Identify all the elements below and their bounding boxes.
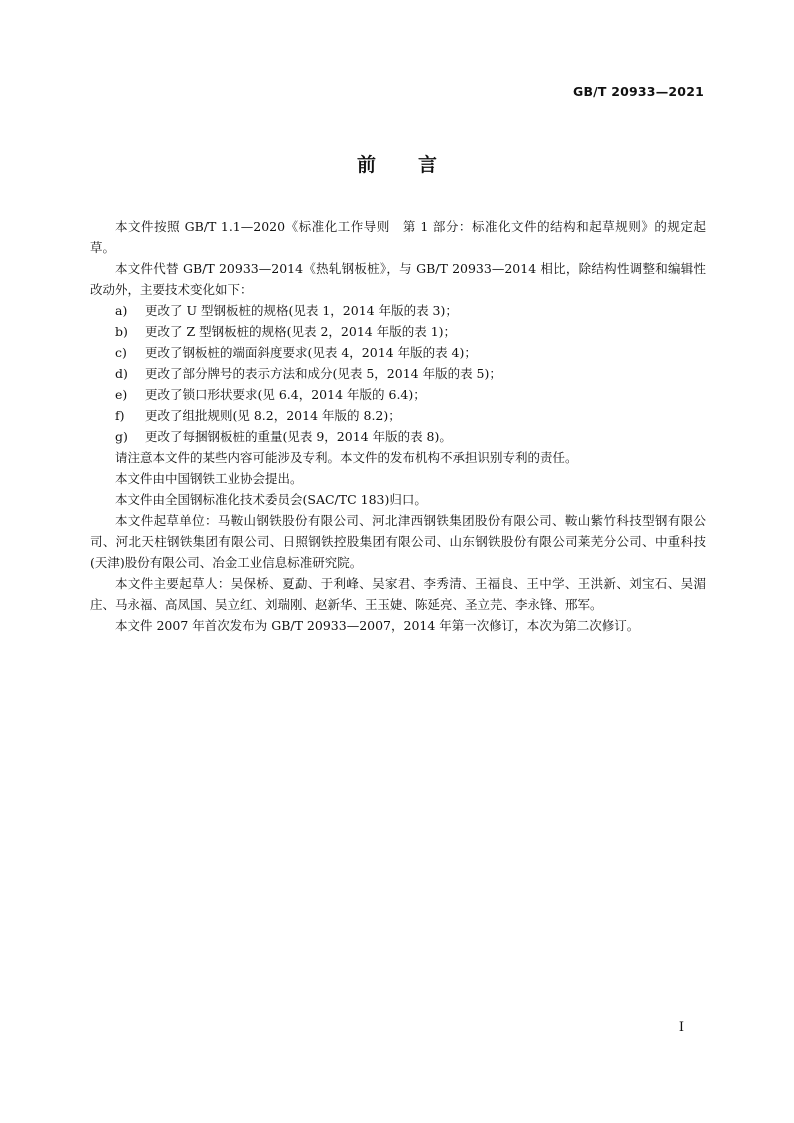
list-marker: g) (115, 429, 128, 444)
list-marker: c) (115, 345, 127, 360)
page-title (0, 150, 794, 177)
list-marker: b) (115, 324, 128, 339)
page-number: I (678, 1020, 684, 1035)
document-body (90, 216, 706, 636)
list-item (90, 363, 706, 384)
list-marker: f) (115, 408, 125, 423)
list-item (90, 300, 706, 321)
paragraph: 本文件由中国钢铁工业协会提出。 (115, 471, 303, 486)
list-item (90, 342, 706, 363)
list-item-text: 更改了 U 型钢板桩的规格(见表 1，2014 年版的表 3)； (145, 303, 458, 318)
list-item-text: 更改了钢板桩的端面斜度要求(见表 4，2014 年版的表 4)； (145, 345, 477, 360)
paragraph: 请注意本文件的某些内容可能涉及专利。本文件的发布机构不承担识别专利的责任。 (115, 450, 578, 465)
paragraph: 本文件 2007 年首次发布为 GB/T 20933—2007，2014 年第一次修订，本次为第二次修订。 (115, 618, 640, 633)
list-marker: d) (115, 366, 128, 381)
list-item (90, 321, 706, 342)
list-item-text: 更改了部分牌号的表示方法和成分(见表 5，2014 年版的表 5)； (145, 366, 502, 381)
paragraph: 本文件由全国钢标准化技术委员会(SAC/TC 183)归口。 (115, 492, 427, 507)
list-item (90, 426, 706, 447)
paragraph: 本文件主要起草人：吴保桥、夏勐、于利峰、吴家君、李秀清、王福良、王中学、王洪新、刘宝石、吴湄庄、马永福、高凤国、吴立红、刘瑞刚、赵新华、王玉婕、陈延亮、圣立芫、李永锋、邢军。 (90, 576, 706, 612)
paragraph: 本文件代替 GB/T 20933—2014《热轧钢板桩》，与 GB/T 20933—2014 相比，除结构性调整和编辑性改动外，主要技术变化如下： (90, 261, 706, 297)
list-item-text: 更改了每捆钢板桩的重量(见表 9，2014 年版的表 8)。 (145, 429, 452, 444)
title-part-2: 言 (418, 154, 438, 176)
list-marker: e) (115, 387, 128, 402)
paragraph: 本文件起草单位：马鞍山钢铁股份有限公司、河北津西钢铁集团股份有限公司、鞍山紫竹科技型钢有限公司、河北天柱钢铁集团有限公司、日照钢铁控股集团有限公司、山东钢铁股份有限公司莱芜分公司、中重科技(天津)股份有限公司、冶金工业信息标准研究院。 (90, 513, 706, 570)
list-marker: a) (115, 303, 128, 318)
standard-number: GB/T 20933—2021 (572, 84, 704, 99)
list-item-text: 更改了组批规则(见 8.2，2014 年版的 8.2)； (145, 408, 401, 423)
list-item (90, 384, 706, 405)
list-item (90, 405, 706, 426)
list-item-text: 更改了锁口形状要求(见 6.4，2014 年版的 6.4)； (145, 387, 426, 402)
list-item-text: 更改了 Z 型钢板桩的规格(见表 2，2014 年版的表 1)； (145, 324, 457, 339)
title-part-1: 前 (356, 154, 376, 176)
paragraph: 本文件按照 GB/T 1.1—2020《标准化工作导则 第 1 部分：标准化文件的结构和起草规则》的规定起草。 (90, 219, 706, 255)
